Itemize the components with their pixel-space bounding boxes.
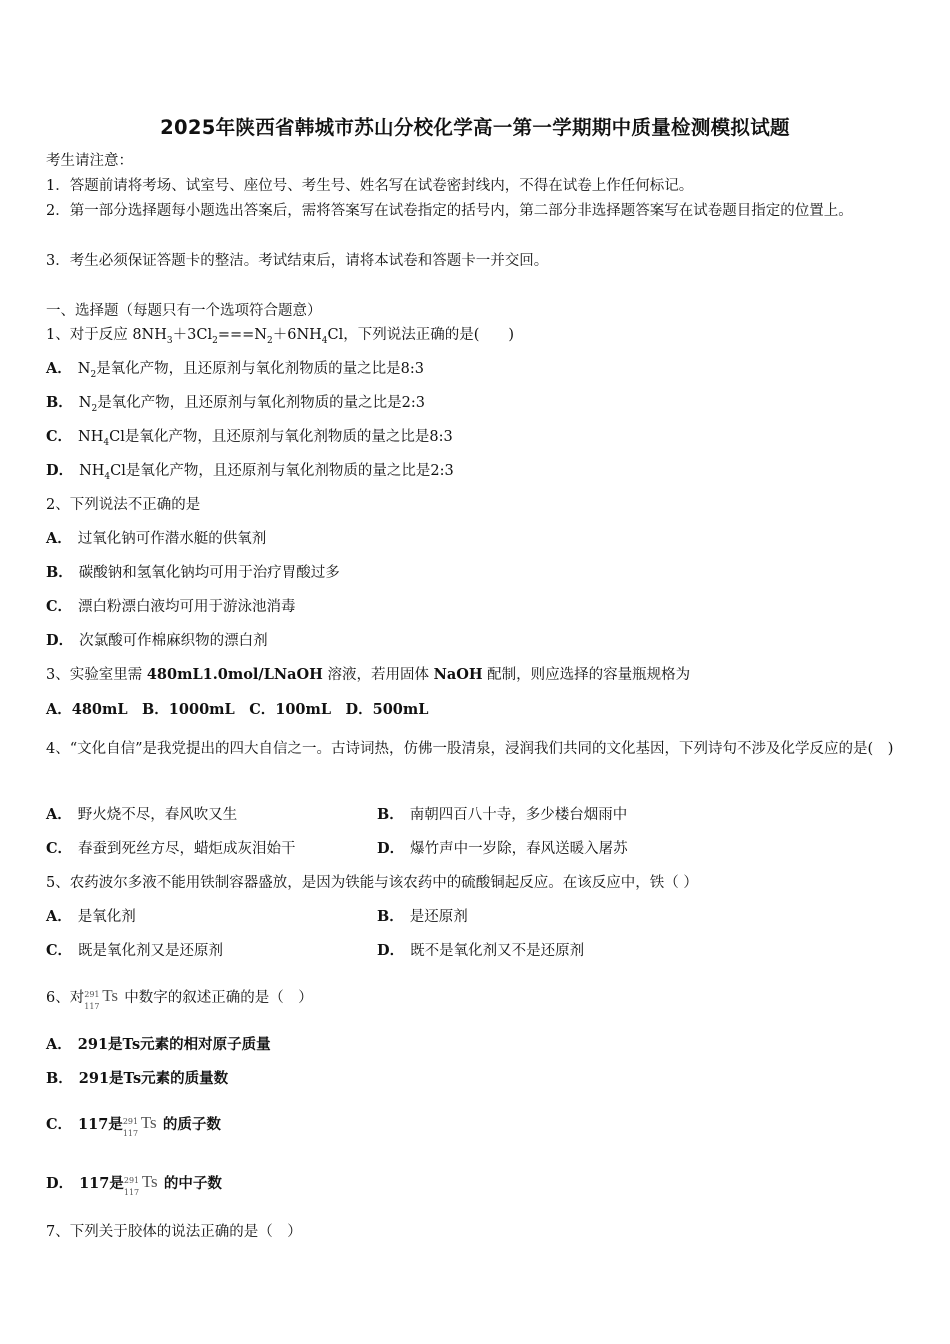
question-5-option-a: A． 是氧化剂 [46,908,136,925]
question-1-stem: 1、对于反应 $8NH_3+3Cl_2===N_2+6NH_4Cl$，下列说法正确的是( ) [46,327,515,346]
question-5-stem: 5、农药波尔多液不能用铁制容器盛放，是因为铁能与该农药中的硫酸铜起反应。在该反应中，铁（ ） [46,875,698,891]
question-5-option-c: C． 既是氧化剂又是还原剂 [46,942,224,959]
question-4-option-c: C． 春蚕到死丝方尽，蜡炬成灰泪始干 [46,840,296,857]
question-1-option-c: C． $NH_4Cl$是氧化产物，且还原剂与氧化剂物质的量之比是8:3 [46,428,453,448]
question-7-stem: 7、下列关于胶体的说法正确的是（ ） [46,1224,302,1240]
notice-item-3: 3．考生必须保证答题卡的整洁。考试结束后，请将本试卷和答题卡一并交回。 [46,253,549,269]
question-6-option-d: D． 117是 291 117 Ts 的中子数 [46,1166,222,1199]
question-2-option-c: C． 漂白粉漂白液均可用于游泳池消毒 [46,598,296,615]
question-2-option-a: A． 过氧化钠可作潜水艇的供氧剂 [46,530,267,547]
question-5-option-d: D． 既不是氧化剂又不是还原剂 [377,942,585,959]
question-1-option-a: A． $N_2$是氧化产物，且还原剂与氧化剂物质的量之比是8:3 [46,360,425,380]
question-1-option-b: B． $N_2$是氧化产物，且还原剂与氧化剂物质的量之比是2:3 [46,394,426,414]
question-3-stem: 3、实验室里需 480mL1.0mol/LNaOH 溶液，若用固体 NaOH 配制，则应选择的容量瓶规格为 [46,666,691,683]
question-2-stem: 2、下列说法不正确的是 [46,497,201,513]
page-title: 2025年陕西省韩城市苏山分校化学高一第一学期期中质量检测模拟试题 [160,116,790,139]
isotope-symbol: 291 117 Ts [84,986,119,1011]
section-heading: 一、选择题（每题只有一个选项符合题意） [46,303,322,319]
question-4-option-d: D． 爆竹声中一岁除，春风送暖入屠苏 [377,840,628,857]
question-1-option-d: D． $NH_4Cl$是氧化产物，且还原剂与氧化剂物质的量之比是2:3 [46,462,454,482]
question-4-option-a: A． 野火烧不尽，春风吹又生 [46,806,238,823]
isotope-symbol: 291 117 Ts [123,1172,158,1197]
notice-item-2: 2．第一部分选择题每小题选出答案后，需将答案写在试卷指定的括号内，第二部分非选择题答案写在试卷题目指定的位置上。 [46,203,853,219]
question-5-option-b: B． 是还原剂 [377,908,468,925]
question-6-stem: 6、对 291 117 Ts 中数字的叙述正确的是（ ） [46,980,313,1013]
question-6-option-c: C． 117是 291 117 Ts 的质子数 [46,1107,221,1140]
question-4-option-b: B． 南朝四百八十寺，多少楼台烟雨中 [377,806,628,823]
notice-item-1: 1．答题前请将考场、试室号、座位号、考生号、姓名写在试卷密封线内，不得在试卷上作任何标记。 [46,178,694,194]
question-6-option-b: B． 291是Ts元素的质量数 [46,1070,229,1087]
isotope-symbol: 291 117 Ts [122,1113,157,1138]
question-2-option-b: B． 碳酸钠和氢氧化钠均可用于治疗胃酸过多 [46,564,340,581]
question-6-option-a: A． 291是Ts元素的相对原子质量 [46,1036,271,1053]
question-4-stem: 4、“文化自信”是我党提出的四大自信之一。古诗词热，仿佛一股清泉，浸润我们共同的文化基因，下列诗句不涉及化学反应的是( ) [46,741,894,757]
notice-heading: 考生请注意： [46,153,133,169]
question-2-option-d: D． 次氯酸可作棉麻织物的漂白剂 [46,632,268,649]
question-3-options: A．480mL B．1000mL C．100mL D．500mL [46,701,429,718]
